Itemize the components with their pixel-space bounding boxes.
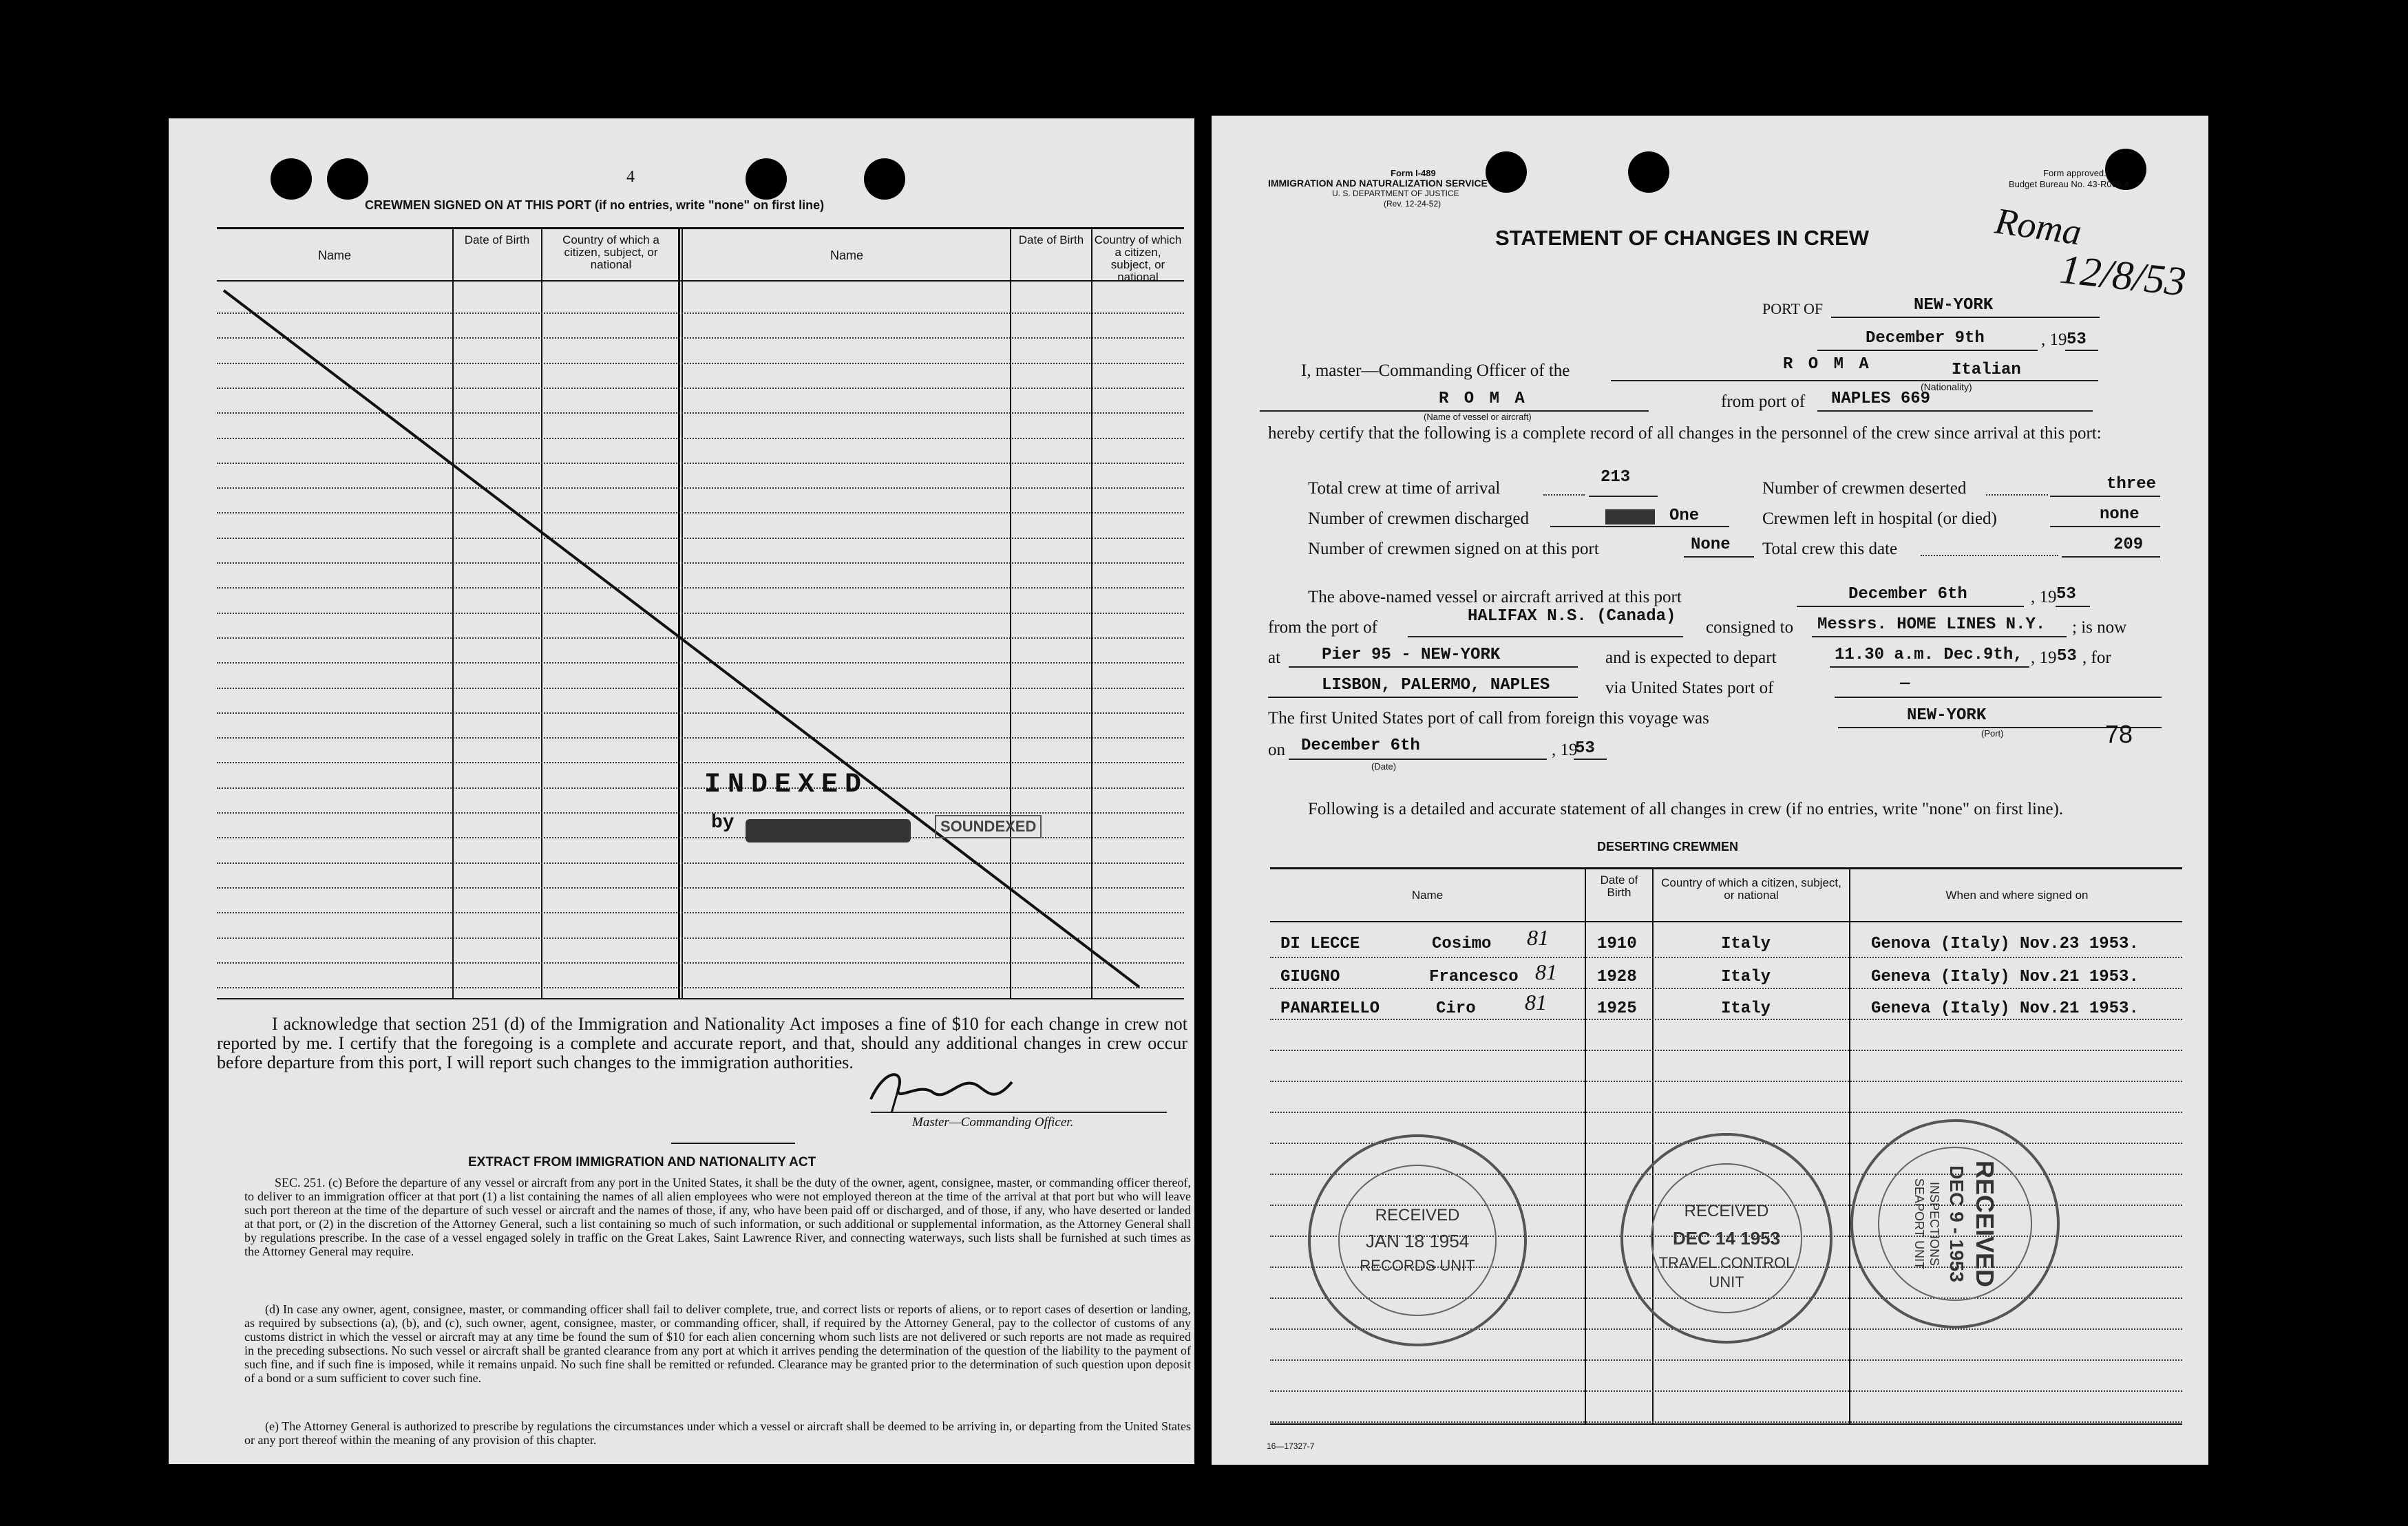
left-page (169, 118, 1194, 1464)
first-port-text: The first United States port of call from foreign this voyage was (1268, 709, 1709, 728)
deserter-signed: Geneva (Italy) Nov.21 1953. (1871, 968, 2139, 986)
consigned-label: consigned to (1706, 618, 1794, 637)
form-approved: Form approved. (2043, 168, 2106, 178)
signed-on-label: Number of crewmen signed on at this port (1308, 540, 1599, 558)
right-page: Form I-489 IMMIGRATION AND NATURALIZATION SERVICE U. S. DEPARTMENT OF JUSTICE (Rev. 12-24-52) Form approved. Budget Bureau No. 43-R066.4. STATEMENT OF CHANGES IN CREW Roma 12/8/53 PORT OF NEW-YORK December 9th , 19 53 I, master—Commanding Officer of the R O M A Italian (Nationality) R O M A (Name of vessel or aircraft) from port of NAPLES 669 hereby certify that the following is a complete record of all changes in the personnel of the crew since arrival at this port: Total crew at time of arrival 213 Number of crewmen deserted three Number of crewmen discharged One Crewmen left in hospital (or died) none Number of crewmen signed on at this port None Total crew this date 209 The above-named vessel or aircraft arrived at this port December 6th , 19 53 from the port of HALIFAX N.S. (Canada) consigned to Messrs. HOME LINES N.Y. ; is now at Pier 95 - NEW-YORK and is expected to depart 11.30 a.m. Dec.9th, , 19 53 , for LISBON, PALERMO, NAPLES via United States port of — The first United States port of call from foreign this voyage was NEW-YORK (Port) 78 on December 6th (Date) , 19 53 Following is a detailed and accurate statement of all changes in crew (if no entries, write "none" on first line). DESERTING CREWMEN Name Date of Birth Country of which a citizen, subject, or national When and where signed on DI LECCE Cosimo 81 1910 Italy Genova (Italy) Nov.23 1953. GIUGNO Francesco 81 1928 Italy Geneva (Italy) Nov.21 1953. PANARIELLO Ciro 81 1925 Italy Geneva (Italy) Nov.21 1953. RECEIVED JAN 18 1954 RECORDS UNIT RECEIVED DEC 14 1953 TRAVEL CONTROL UNIT RECEIVED DEC 9 - 1953 INSPECTIONS SEAPORT UNIT 16—17327-7 (1212, 116, 2208, 1465)
deserter-given: Cosimo (1432, 935, 1492, 953)
total-crew-value: 213 (1601, 468, 1631, 487)
handwritten-date: 12/8/53 (2058, 246, 2188, 305)
deserter-signed: Geneva (Italy) Nov.21 1953. (1871, 999, 2139, 1018)
destination-value: LISBON, PALERMO, NAPLES (1322, 676, 1550, 695)
on-value: December 6th (1301, 736, 1420, 755)
budget-bureau: Budget Bureau No. 43-R066.4. (2009, 179, 2132, 189)
deserter-surname: GIUGNO (1280, 968, 1340, 986)
nationality-value: Italian (1952, 361, 2021, 379)
at-value: Pier 95 - NEW-YORK (1322, 646, 1501, 664)
date-value: December 9th (1866, 329, 1985, 348)
deserter-country: Italy (1721, 968, 1771, 986)
dcol-name: Name (1411, 889, 1444, 902)
deserter-surname: PANARIELLO (1280, 999, 1380, 1018)
total-this-date-label: Total crew this date (1762, 540, 1898, 558)
table-row-rule (1270, 1421, 2182, 1423)
from-the-port-label: from the port of (1268, 618, 1377, 637)
handwritten-number: 78 (2105, 720, 2133, 748)
extract-e: (e) The Attorney General is authorized to prescribe by regulations the circumstances under which a vessel or aircraft shall be deemed to be arriving in, or departing from the United States or any port thereof within the meaning of any provision of this chapter. (244, 1419, 1191, 1447)
extract-c: SEC. 251. (c) Before the departure of any vessel or aircraft from any port in the United States, it shall be the duty of the owner, agent, consignee, master, or commanding officer thereof, to deliver to an immigration officer at that port (1) a list containing the names of all alien employees who were not employed thereon at the time of the arrival at that port but who will leave such port thereon at the time of the departure of such vessel or aircraft and the names of those, if any, who have been paid off or discharged, and of those, if any, who have deserted or landed at that port, or (2) in the discretion of the Attorney General, such a list containing so much of such information, or such additional or supplemental information, as the Attorney General shall by regulations prescribe. In the case of a vessel engaged solely in traffic on the Great Lakes, Saint Lawrence River, and connecting waterways, such lists shall be furnished at such times as the Attorney General may require. (244, 1176, 1191, 1258)
print-code: 16—17327-7 (1267, 1441, 1315, 1451)
discharged-value: One (1669, 507, 1700, 525)
col-dob-2: Date of Birth (1018, 233, 1084, 246)
deserter-mark: 81 (1527, 925, 1549, 950)
deserter-mark: 81 (1535, 960, 1557, 984)
section-title: CREWMEN SIGNED ON AT THIS PORT (if no entries, write "none" on first line) (365, 198, 825, 212)
deserter-mark: 81 (1525, 990, 1547, 1015)
certify-text: hereby certify that the following is a complete record of all changes in the personnel of the crew since arrival at this port: (1268, 424, 2102, 443)
deserting-title: DESERTING CREWMEN (1597, 840, 1739, 854)
deserted-label: Number of crewmen deserted (1762, 479, 1967, 498)
port-of-value: NEW-YORK (1914, 296, 1994, 315)
arrived-date: December 6th (1848, 585, 1967, 604)
on-year: 53 (1575, 739, 1595, 758)
master-text: I, master—Commanding Officer of the (1301, 361, 1570, 380)
total-crew-label: Total crew at time of arrival (1308, 479, 1501, 498)
date-year: 53 (2067, 330, 2087, 349)
date-caption: (Date) (1371, 761, 1397, 772)
received-stamp-inspections: RECEIVED DEC 9 - 1953 INSPECTIONS SEAPORT UNIT (1850, 1119, 2060, 1328)
deserter-dob: 1928 (1597, 968, 1637, 986)
from-the-port-value: HALIFAX N.S. (Canada) (1468, 607, 1676, 626)
page-number: 4 (626, 168, 635, 186)
deserter-signed: Genova (Italy) Nov.23 1953. (1871, 935, 2139, 953)
punch-hole (1628, 151, 1669, 193)
form-number: Form I-489 (1391, 168, 1436, 178)
via-label: via United States port of (1605, 679, 1774, 697)
discharged-label: Number of crewmen discharged (1308, 509, 1529, 528)
via-value: — (1900, 675, 1910, 693)
table-row-rule (1270, 988, 2182, 989)
arrived-text: The above-named vessel or aircraft arrived at this port (1308, 588, 1682, 606)
deserted-value: three (2106, 475, 2157, 494)
hospital-label: Crewmen left in hospital (or died) (1762, 509, 1997, 528)
deserter-surname: DI LECCE (1280, 935, 1360, 953)
dcol-country: Country of which a citizen, subject, or national (1661, 876, 1841, 902)
consigned-value: Messrs. HOME LINES N.Y. (1817, 615, 2046, 634)
col-country-2: Country of which a citizen, subject, or national (1094, 233, 1182, 284)
table-row-rule (1270, 957, 2182, 958)
expected-value: 11.30 a.m. Dec.9th, (1835, 646, 2023, 664)
col-dob: Date of Birth (464, 233, 530, 246)
at-label: at (1268, 648, 1281, 667)
table-row-rule (1270, 1081, 2182, 1082)
deserter-given: Francesco (1429, 968, 1519, 986)
table-row-rule (1270, 1359, 2182, 1361)
deserter-country: Italy (1721, 999, 1771, 1018)
nationality-caption: (Nationality) (1921, 381, 1972, 392)
deserter-dob: 1925 (1597, 999, 1637, 1018)
soundexed-stamp: SOUNDEXED (935, 815, 1042, 838)
port-caption: (Port) (1981, 728, 2004, 739)
vessel-name: R O M A (1439, 390, 1528, 408)
deserter-dob: 1910 (1597, 935, 1637, 953)
col-name-2: Name (830, 248, 863, 262)
acknowledgement: I acknowledge that section 251 (d) of the Immigration and Nationality Act imposes a fine of $10 for each change in crew not reported by me. I certify that the foregoing is a complete and accurate report, and that, should any additional changes in crew occur before departure from this port, I will report such changes to the immigration authorities. (217, 1014, 1187, 1072)
signed-on-value: None (1691, 536, 1731, 554)
punch-hole (1486, 151, 1527, 193)
col-name: Name (317, 248, 351, 262)
form-title: STATEMENT OF CHANGES IN CREW (1495, 226, 1870, 250)
vessel-caption: (Name of vessel or aircraft) (1424, 412, 1532, 422)
table-row-rule (1270, 1112, 2182, 1113)
agency-line2: U. S. DEPARTMENT OF JUSTICE (1332, 189, 1459, 198)
deserter-country: Italy (1721, 935, 1771, 953)
cross-out-line (169, 118, 1194, 1013)
expected-label: and is expected to depart (1605, 648, 1777, 667)
received-stamp-records: RECEIVED JAN 18 1954 RECORDS UNIT (1308, 1134, 1527, 1346)
revision: (Rev. 12-24-52) (1384, 199, 1441, 209)
table-row-rule (1270, 1019, 2182, 1020)
following-text: Following is a detailed and accurate statement of all changes in crew (if no entries, write "none" on first line). (1308, 800, 2064, 818)
vessel-type: R O M A (1783, 355, 1872, 374)
signature-caption: Master—Commanding Officer. (912, 1115, 1074, 1130)
expected-year: 53 (2057, 647, 2077, 666)
col-country: Country of which a citizen, subject, or national (562, 233, 659, 271)
hospital-value: none (2100, 505, 2140, 524)
master-signature (857, 1061, 1022, 1116)
total-this-date-value: 209 (2113, 536, 2144, 554)
table-row-rule (1270, 1390, 2182, 1392)
agency-line1: IMMIGRATION AND NATURALIZATION SERVICE (1268, 178, 1488, 189)
port-of-label: PORT OF (1762, 300, 1824, 317)
handwritten-ship: Roma (1992, 200, 2084, 253)
first-port-value: NEW-YORK (1907, 706, 1987, 725)
dcol-dob: Date of Birth (1600, 873, 1638, 899)
arrived-year: 53 (2056, 585, 2076, 604)
received-stamp-travel-control: RECEIVED DEC 14 1953 TRAVEL CONTROL UNIT (1620, 1133, 1833, 1344)
indexed-stamp: INDEXED by SOUNDEXED (697, 764, 1083, 860)
from-port-label: from port of (1721, 392, 1806, 411)
extract-d: (d) In case any owner, agent, consignee, master, or commanding officer shall fail to deliver complete, true, and correct lists or reports of aliens, or to report cases of desertion or landing, as required by subsections (a), (b), and (c), such owner, agent, consignee, master, or commanding officer, shall, if required by the Attorney General, pay to the collector of customs of any customs district in which the vessel or aircraft may at any time be found the sum of $10 for each alien concerning whom such lists are not delivered or such reports are not made as required in the preceding subsections. No such vessel or aircraft shall be granted clearance from any port at which it arrives pending the determination of the question of the liability to the payment of such fine, and if such fine is imposed, while it remains unpaid. No such fine shall be remitted or refunded. Clearance may be granted prior to the determination of such question upon deposit of a bond or a sum sufficient to cover such fine. (244, 1302, 1191, 1385)
from-port-value: NAPLES 669 (1831, 390, 1931, 408)
on-label: on (1268, 741, 1285, 759)
dcol-signed: When and where signed on (1945, 889, 2089, 902)
extract-title: EXTRACT FROM IMMIGRATION AND NATIONALITY ACT (468, 1155, 816, 1169)
table-row-rule (1270, 1050, 2182, 1051)
deserter-given: Ciro (1436, 999, 1476, 1018)
